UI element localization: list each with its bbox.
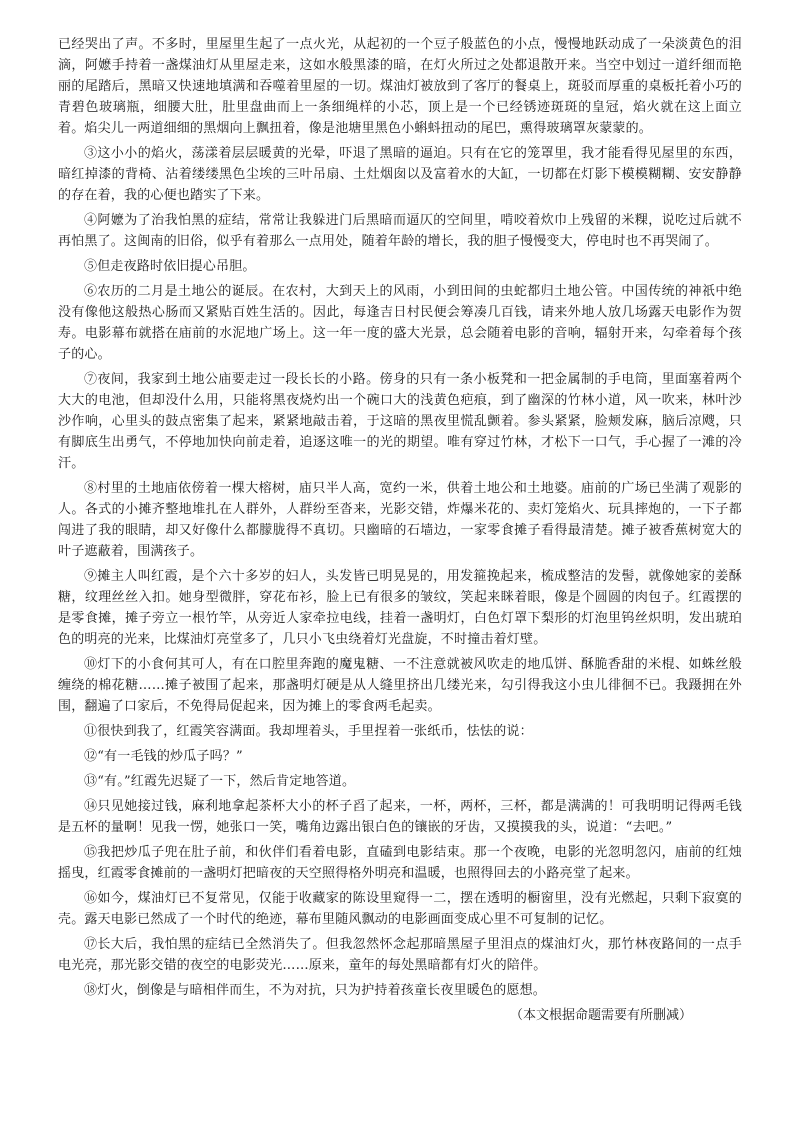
paragraph-16: ⑯如今，煤油灯已不复常见，仅能于收藏家的陈设里窥得一二，摆在透明的橱窗里，没有光燃起，只剩下寂寞的壳。露天电影已然成了一个时代的绝迹，幕布里随风飘动的电影画面变成心里不可复制的记忆。 [58,891,742,927]
paragraph-18: ⑱灯火，倒像是与暗相伴而生，不为对抗，只为护持着孩童长夜里暖色的愿想。 [84,983,547,998]
paragraph-13: ⑬“有。”红霞先迟疑了一下，然后肯定地答道。 [84,774,356,789]
paragraph-14: ⑭只见她接过钱，麻利地拿起茶杯大小的杯子舀了起来，一杯，两杯，三杯，都是满满的！可我明明记得两毛钱是五杯的量啊！见我一愣，她张口一笑，嘴角边露出银白色的镶嵌的牙齿，又摸摸我的头，说道：“去吧。” [58,799,742,835]
paragraph-7: ⑦夜间，我家到土地公庙要走过一段长长的小路。傍身的只有一条小板凳和一把金属制的手电筒，里面塞着两个大大的电池，但却没什么用，只能将黑夜烧灼出一个碗口大的浅黄色疤痕，到了幽深的竹林小道，风一吹来，林叶沙沙作响，心里头的鼓点密集了起来，紧紧地敲击着，于这暗的黑夜里慌乱颤着。参头紧紧，脸颊发麻，脑后凉飕，只有脚底生出勇气，不停地加快向前走着，追逐这唯一的光的期望。唯有穿过竹林，才松下一口气，手心握了一滩的冷汗。 [58,372,742,471]
paragraph-12: ⑫“有一毛钱的炒瓜子吗？” [84,749,243,764]
paragraph-6: ⑥农历的二月是土地公的诞辰。在农村，大到天上的风雨，小到田间的虫蛇都归土地公管。中国传统的神祇中绝没有像他这般热心肠而又紧贴百姓生活的。因此，每逢吉日村民便会筹凑几百钱，请来外地人放几场露天电影作为贺寿。电影幕布就搭在庙前的水泥地广场上。这一年一度的盛大光景，总会随着电影的音响，辐射开来，勾牵着每个孩子的心。 [58,284,742,362]
document-page [58,34,742,1026]
paragraph-15: ⑮我把炒瓜子兜在肚子前，和伙伴们看着电影，直磕到电影结束。那一个夜晚，电影的光忽明忽闪，庙前的红烛摇曳，红霞零食摊前的一盏明灯把暗夜的天空照得格外明亮和温暖，也照得回去的小路亮堂了起来。 [58,845,742,881]
paragraph-1: 已经哭出了声。不多时，里屋里生起了一点火光，从起初的一个豆子般蓝色的小点，慢慢地跃动成了一朵淡黄色的泪滴，阿嬷手持着一盏煤油灯从里屋走来，这如水般黑漆的暗，在灯火所过之处都退散开来。当空中划过一道纤细而艳丽的尾踏后，黑暗又快速地填满和吞噬着里屋的一切。煤油灯被放到了客厅的餐桌上，斑驳而厚重的桌板托着小巧的青碧色玻璃瓶，细腰大肚，肚里盘曲而上一条细绳样的小芯，顶上是一个已经锈迹斑斑的皇冠，焰火就在这上面立着。焰尖儿一两道细细的黑烟向上飘扭着，像是池塘里黑色小蝌蚪扭动的尾巴，熏得玻璃罩灰蒙蒙的。 [58,37,742,136]
paragraph-8: ⑧村里的土地庙依傍着一棵大榕树，庙只半人高，宽约一米，供着土地公和土地婆。庙前的广场已坐满了观影的人。各式的小摊齐整地堆扎在人群外，人群纷至沓来，光影交错，炸爆米花的、卖灯笼焰火、玩具摔炮的，一下子都闯进了我的眼睛，却又好像什么都朦胧得不真切。只幽暗的石墙边，一家零食摊子看得最清楚。摊子被香蕉树宽大的叶子遮蔽着，围满孩子。 [58,481,742,559]
paragraph-9: ⑨摊主人叫红霞，是个六十多岁的妇人，头发皆已明晃晃的，用发箍挽起来，梳成整洁的发髻，就像她家的姜酥糖，纹理丝丝入扣。她身型微胖，穿花布衫，脸上已有很多的皱纹，笑起来眯着眼，像是个圆圆的肉包子。红霞摆的是零食摊，摊子旁立一根竹竿，从旁近人家牵拉电线，挂着一盏明灯，白色灯罩下梨形的灯泡里钨丝炽明，发出琥珀色的明亮的光来，比煤油灯亮堂多了，几只小飞虫绕着灯光盘旋，不时撞击着灯壁。 [58,569,742,647]
paragraph-5: ⑤但走夜路时依旧提心吊胆。 [84,259,256,274]
paragraph-3: ③这小小的焰火，荡漾着层层暖黄的光晕，吓退了黑暗的逼迫。只有在它的笼罩里，我才能看得见屋里的东西，暗红掉漆的背椅、沾着缕缕黑色尘埃的三叶吊扇、土灶烟囱以及富着水的大缸，一切都在灯影下模模糊糊、安安静静的存在着，我的心便也踏实了下来。 [58,146,742,203]
paragraph-4: ④阿嬷为了治我怕黑的症结，常常让我躲进门后黑暗而逼仄的空间里，啃咬着炊巾上残留的米粿，说吃过后就不再怕黑了。这闽南的旧俗，似乎有着那么一点用处，随着年龄的增长，我的胆子慢慢变大，停电时也不再哭闹了。 [58,213,742,249]
paragraph-17: ⑰长大后，我怕黑的症结已全然消失了。但我忽然怀念起那暗黑屋子里泪点的煤油灯火，那竹林夜路间的一点手电光亮，那光影交错的夜空的电影荧光……原来，童年的每处黑暗都有灯火的陪伴。 [58,937,742,973]
paragraph-11: ⑪很快到我了，红霞笑容满面。我却埋着头，手里捏着一张纸币，怯怯的说： [84,724,533,739]
source-note: （本文根据命题需要有所删减） [509,1008,692,1023]
paragraph-10: ⑩灯下的小食何其可人，有在口腔里奔跑的魔鬼糖、一不注意就被风吹走的地瓜饼、酥脆香甜的米棍、如蛛丝般缠绕的棉花糖……摊子被围了起来，那盏明灯硬是从人缝里挤出几缕光来，勾引得我这小虫儿徘徊不已。我蹑拥在外围，翻遍了口家后，不免得局促起来，因为摊上的零食两毛起卖。 [58,657,742,714]
